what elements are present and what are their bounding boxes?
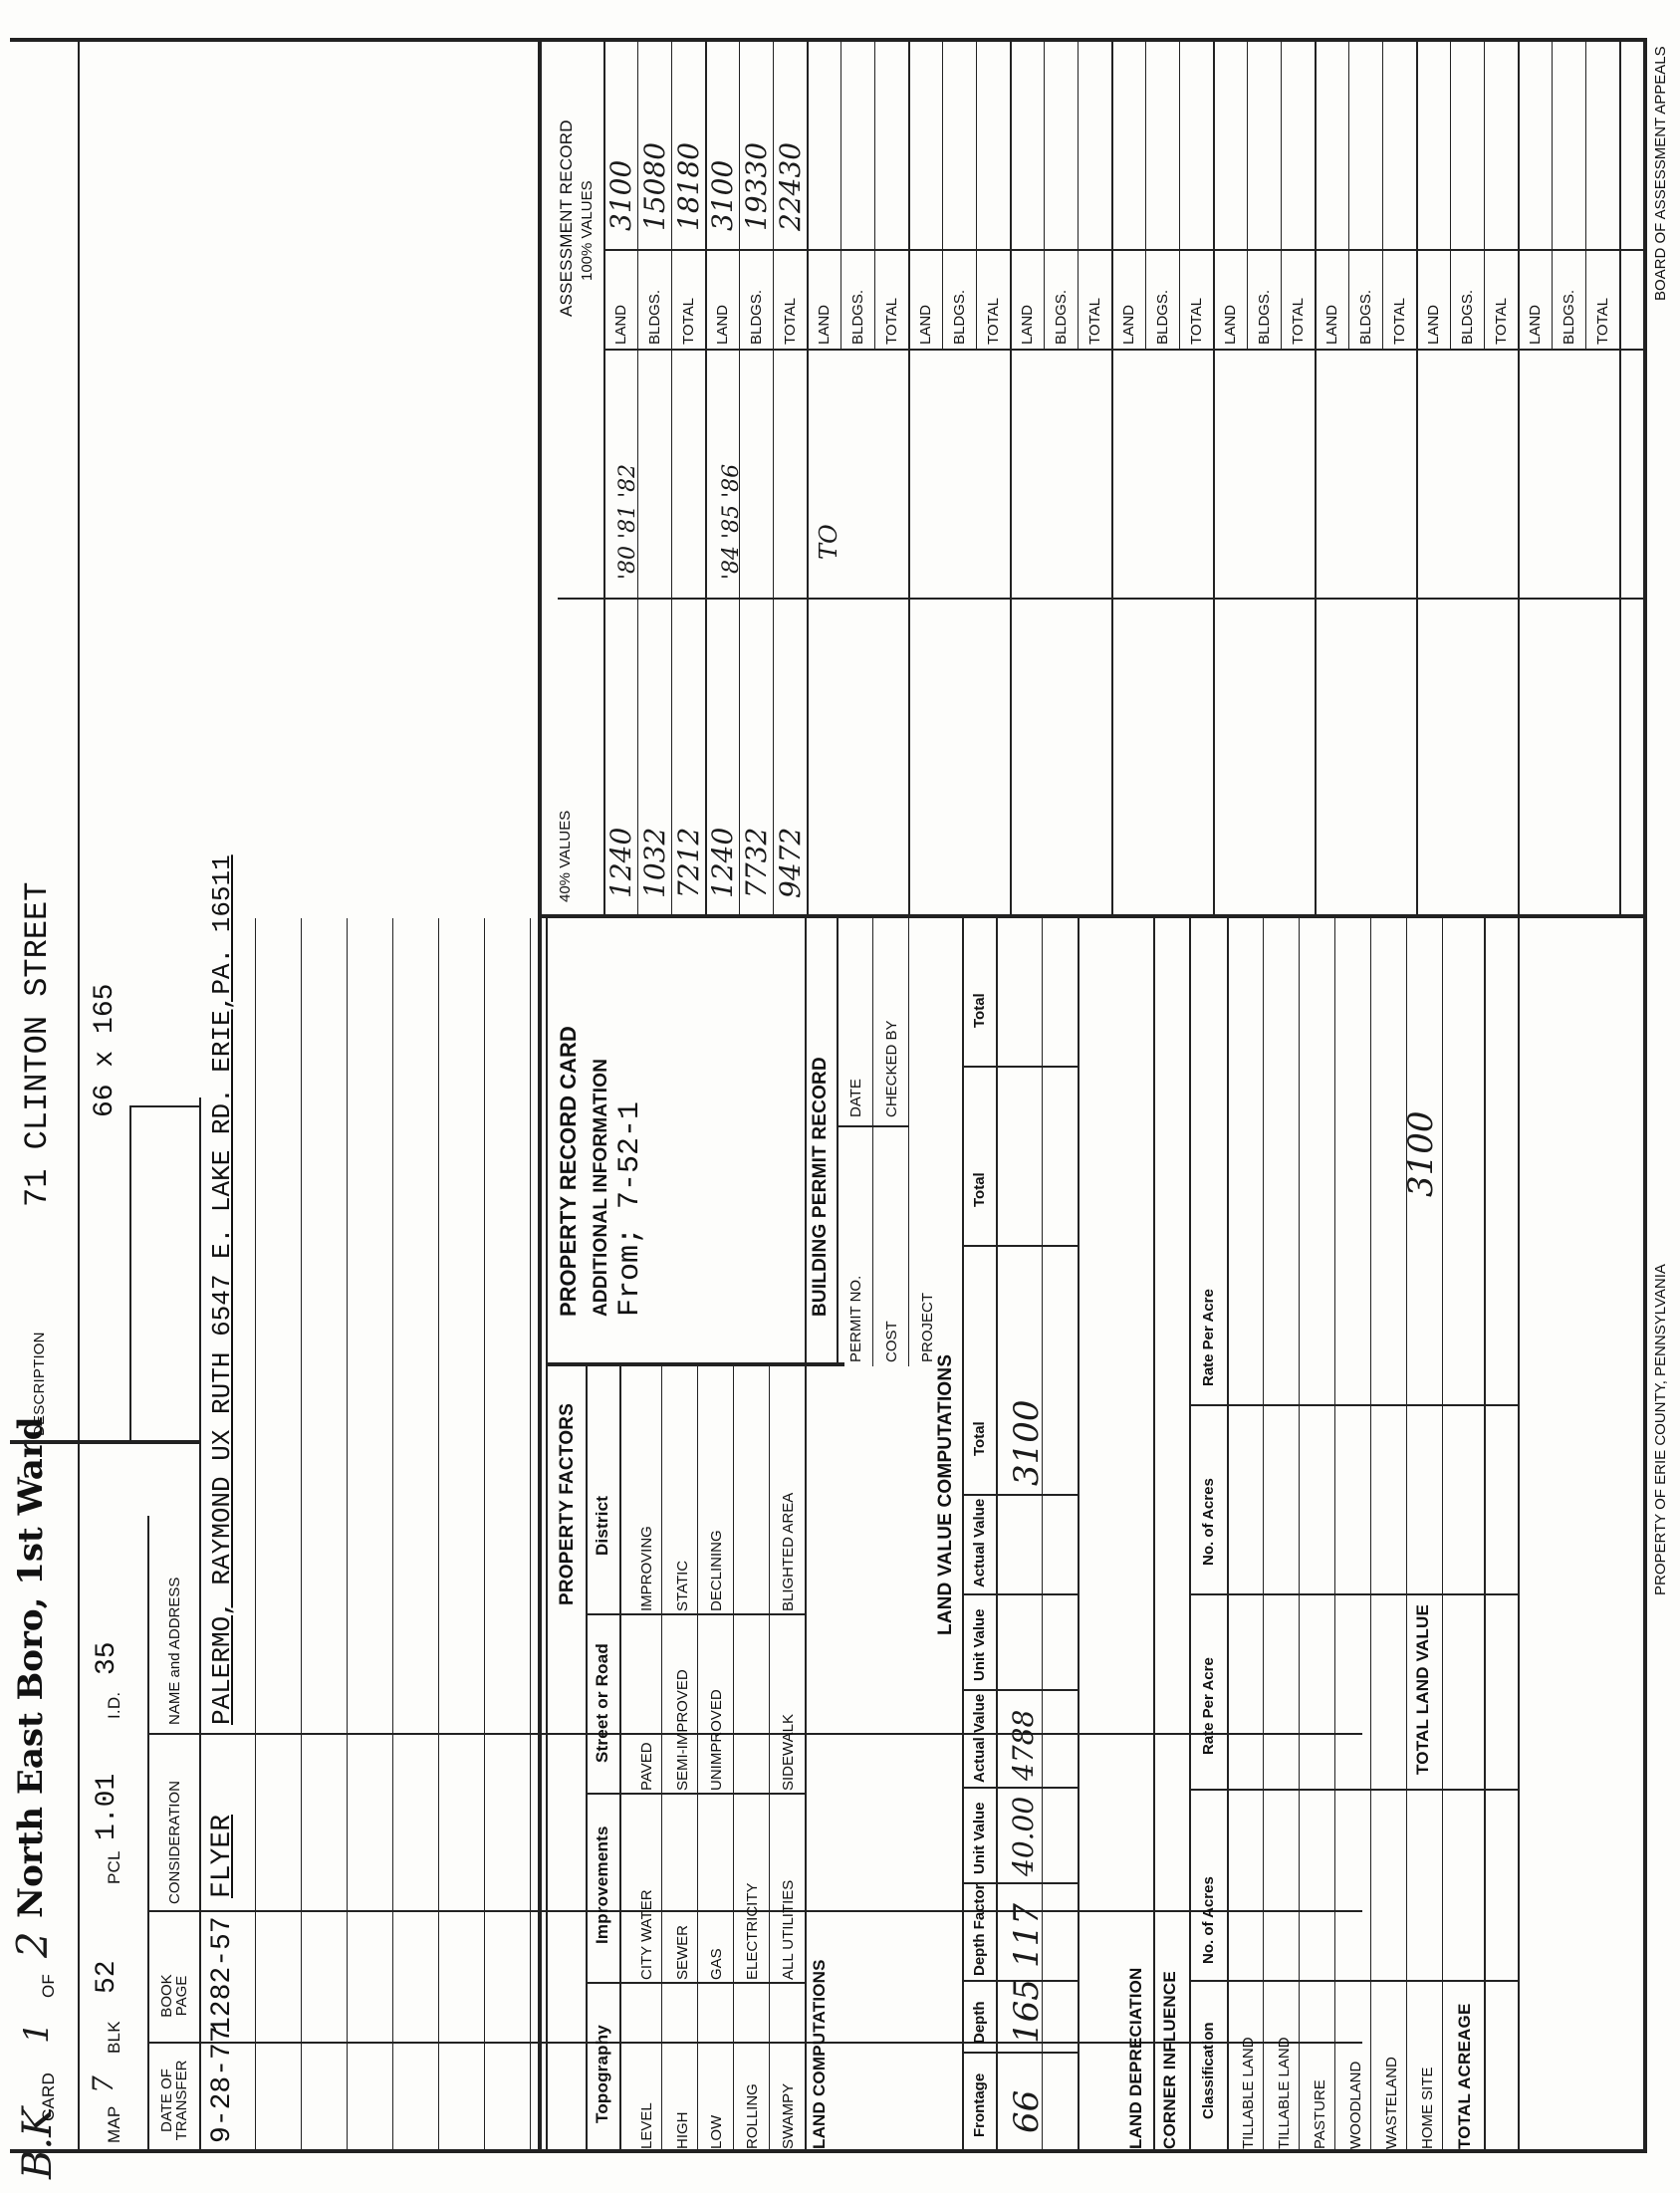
v100-0: 3100 <box>604 159 637 231</box>
lv-total: 3100 <box>1007 1399 1047 1486</box>
municipality-title: North East Boro, 1st Ward <box>11 1416 51 1918</box>
hdr-actual-value-2: Actual Value <box>971 1498 988 1587</box>
topo-rolling: ROLLING <box>744 2083 761 2149</box>
year-note-3: TO <box>815 524 842 560</box>
permit-project-label: PROJECT <box>919 1292 936 1362</box>
land-value-title: LAND VALUE COMPUTATIONS <box>935 1353 956 1635</box>
permit-checked-label: CHECKED BY <box>883 1020 900 1117</box>
initials-scribble: B.K <box>15 2107 61 2179</box>
additional-info-text: From; 7-52-1 <box>613 1100 647 1317</box>
hdr-total-2: Total <box>971 1172 988 1207</box>
id-label: I.D. <box>105 1691 123 1719</box>
v40-5: 9472 <box>774 827 807 898</box>
ar-label-12: LAND <box>1019 304 1036 345</box>
col-consideration: CONSIDERATION <box>166 1781 183 1904</box>
corner-influence-label: CORNER INFLUENCE <box>1160 1971 1179 2149</box>
hdr-frontage: Frontage <box>971 2072 988 2137</box>
ar-label-8: TOTAL <box>883 298 900 345</box>
hdr-total-3: Total <box>971 993 988 1028</box>
street-semi-improved: SEMI-IMPROVED <box>674 1669 691 1791</box>
ar-label-9: LAND <box>917 304 934 345</box>
description-dimensions: 66 x 165 <box>90 983 120 1117</box>
impr-city-water: CITY WATER <box>638 1889 655 1980</box>
card-total: 2 <box>8 1931 57 1958</box>
hdr-rate-per-acre-2: Rate Per Acre <box>1200 1289 1217 1386</box>
blk-value: 52 <box>92 1960 122 1994</box>
ar-label-24: LAND <box>1425 304 1442 345</box>
impr-sewer: SEWER <box>674 1924 691 1980</box>
ar-label-10: BLDGS. <box>951 289 968 345</box>
land-computations-label: LAND COMPUTATIONS <box>810 1959 829 2149</box>
ar-label-11: TOTAL <box>985 298 1002 345</box>
building-permit-title: BUILDING PERMIT RECORD <box>810 1057 831 1317</box>
map-label: MAP <box>105 2105 123 2143</box>
ar-label-6: LAND <box>816 304 833 345</box>
ar-label-26: TOTAL <box>1493 298 1510 345</box>
col-date-of-transfer: DATE OF TRANSFER <box>158 2060 190 2141</box>
footer-right: BOARD OF ASSESSMENT APPEALS <box>1652 46 1669 301</box>
col-name-address: NAME and ADDRESS <box>166 1577 183 1725</box>
assessment-title-2: 100% VALUES <box>579 180 596 281</box>
col-book-page: BOOK PAGE <box>158 1974 190 2018</box>
topo-high: HIGH <box>674 2111 691 2149</box>
hdr-depth-factor: Depth Factor <box>971 1883 988 1976</box>
ar-label-29: TOTAL <box>1594 298 1611 345</box>
ar-label-0: LAND <box>612 304 629 345</box>
class-home-site: HOME SITE <box>1419 2067 1436 2149</box>
hdr-classification: Classification <box>1200 2022 1217 2119</box>
card-number: 1 <box>17 2022 57 2044</box>
topo-swampy: SWAMPY <box>780 2082 797 2149</box>
hdr-depth: Depth <box>971 2001 988 2044</box>
ar-label-4: BLDGS. <box>748 289 765 345</box>
description-label: DESCRIPTION <box>31 1332 48 1436</box>
year-note-2: '84 '85 '86 <box>719 463 744 580</box>
class-pasture: PASTURE <box>1312 2079 1328 2149</box>
impr-gas: GAS <box>708 1948 725 1980</box>
ar-label-22: BLDGS. <box>1357 289 1374 345</box>
ar-label-17: TOTAL <box>1188 298 1205 345</box>
district-declining: DECLINING <box>708 1530 725 1611</box>
ar-label-1: BLDGS. <box>646 289 663 345</box>
impr-electricity: ELECTRICITY <box>744 1882 761 1980</box>
hdr-actual-value: Actual Value <box>971 1693 988 1783</box>
ar-label-21: LAND <box>1323 304 1340 345</box>
class-tillable-1: TILLABLE LAND <box>1240 2037 1257 2149</box>
permit-cost-label: COST <box>883 1321 900 1362</box>
topo-low: LOW <box>708 2114 725 2149</box>
v40-2: 7212 <box>672 827 705 898</box>
ar-label-27: LAND <box>1527 304 1544 345</box>
ar-label-2: TOTAL <box>680 298 697 345</box>
v40-3: 1240 <box>706 827 739 898</box>
lv-frontage: 66 <box>1007 2089 1047 2133</box>
hdr-no-acres-2: No. of Acres <box>1200 1478 1217 1566</box>
assessment-40-header: 40% VALUES <box>557 810 574 902</box>
transfer-date: 9-28-77 <box>207 2026 238 2143</box>
additional-info-title: ADDITIONAL INFORMATION <box>591 1058 611 1317</box>
total-land-value: 3100 <box>1401 1110 1441 1197</box>
ar-label-16: BLDGS. <box>1154 289 1171 345</box>
assessment-title-1: ASSESSMENT RECORD <box>557 120 576 317</box>
ar-label-19: BLDGS. <box>1256 289 1273 345</box>
district-header: District <box>593 1495 611 1556</box>
lv-actual-value: 4788 <box>1007 1709 1040 1781</box>
ar-label-15: LAND <box>1120 304 1137 345</box>
v100-3: 3100 <box>706 159 739 231</box>
hdr-unit-value-2: Unit Value <box>971 1608 988 1681</box>
street-sidewalk: SIDEWALK <box>780 1714 797 1791</box>
v100-2: 18180 <box>672 141 705 231</box>
district-static: STATIC <box>674 1560 691 1611</box>
ar-label-23: TOTAL <box>1391 298 1408 345</box>
id-value: 35 <box>92 1641 122 1675</box>
v40-4: 7732 <box>740 827 773 898</box>
class-tillable-2: TILLABLE LAND <box>1276 2037 1293 2149</box>
ar-label-5: TOTAL <box>782 298 799 345</box>
district-improving: IMPROVING <box>638 1526 655 1611</box>
ar-label-18: LAND <box>1222 304 1239 345</box>
property-record-card-title: PROPERTY RECORD CARD <box>556 1026 581 1317</box>
transfer-consideration: FLYER <box>207 1814 238 1898</box>
hdr-no-acres: No. of Acres <box>1200 1876 1217 1964</box>
v40-0: 1240 <box>604 827 637 898</box>
class-woodland: WOODLAND <box>1347 2061 1364 2149</box>
impr-all-utilities: ALL UTILITIES <box>780 1879 797 1980</box>
v40-1: 1032 <box>638 827 671 898</box>
hdr-unit-value: Unit Value <box>971 1802 988 1874</box>
footer-left: PROPERTY OF ERIE COUNTY, PENNSYLVANIA <box>1652 1264 1669 1595</box>
total-land-value-label: TOTAL LAND VALUE <box>1413 1604 1432 1775</box>
year-note-1: '80 '81 '82 <box>615 463 640 580</box>
ar-label-13: BLDGS. <box>1053 289 1070 345</box>
hdr-rate-per-acre: Rate Per Acre <box>1200 1657 1217 1755</box>
ar-label-25: BLDGS. <box>1459 289 1476 345</box>
lv-depth-factor: 117 <box>1007 1903 1047 1968</box>
land-depreciation-label: LAND DEPRECIATION <box>1126 1967 1145 2149</box>
ar-label-7: BLDGS. <box>849 289 866 345</box>
pcl-value: 1.01 <box>92 1773 122 1840</box>
class-wasteland: WASTELAND <box>1383 2057 1400 2149</box>
district-blighted: BLIGHTED AREA <box>780 1492 797 1611</box>
lv-depth: 165 <box>1007 1979 1047 2044</box>
permit-date-label: DATE <box>847 1079 864 1117</box>
ar-label-28: BLDGS. <box>1560 289 1577 345</box>
hdr-total-1: Total <box>971 1421 988 1456</box>
improvements-header: Improvements <box>593 1826 611 1944</box>
v100-1: 15080 <box>638 141 671 231</box>
ar-label-14: TOTAL <box>1086 298 1103 345</box>
v100-4: 19330 <box>740 141 773 231</box>
lv-unit-value: 40.00 <box>1007 1796 1040 1876</box>
property-factors-title: PROPERTY FACTORS <box>557 1402 578 1605</box>
transfer-book: 1282-57 <box>207 1916 238 2034</box>
street-header: Street or Road <box>593 1643 611 1763</box>
of-label: OF <box>39 1973 58 1998</box>
street-unimproved: UNIMPROVED <box>708 1689 725 1791</box>
ar-label-20: TOTAL <box>1290 298 1307 345</box>
ar-label-3: LAND <box>714 304 731 345</box>
card-label: CARD <box>39 2072 58 2121</box>
pcl-label: PCL <box>105 1850 123 1884</box>
permit-no-label: PERMIT NO. <box>847 1275 864 1362</box>
description-street: 71 CLINTON STREET <box>19 881 56 1207</box>
map-value: 7 <box>87 2075 120 2093</box>
topo-level: LEVEL <box>638 2102 655 2149</box>
blk-label: BLK <box>105 2021 123 2054</box>
total-acreage-label: TOTAL ACREAGE <box>1455 2003 1474 2149</box>
v100-5: 22430 <box>774 141 807 231</box>
street-paved: PAVED <box>638 1742 655 1791</box>
topography-header: Topography <box>593 2025 611 2123</box>
transfer-name-address: PALERMO, RAYMOND UX RUTH 6547 E. LAKE RD. ERIE,PA. 16511 <box>207 854 237 1725</box>
